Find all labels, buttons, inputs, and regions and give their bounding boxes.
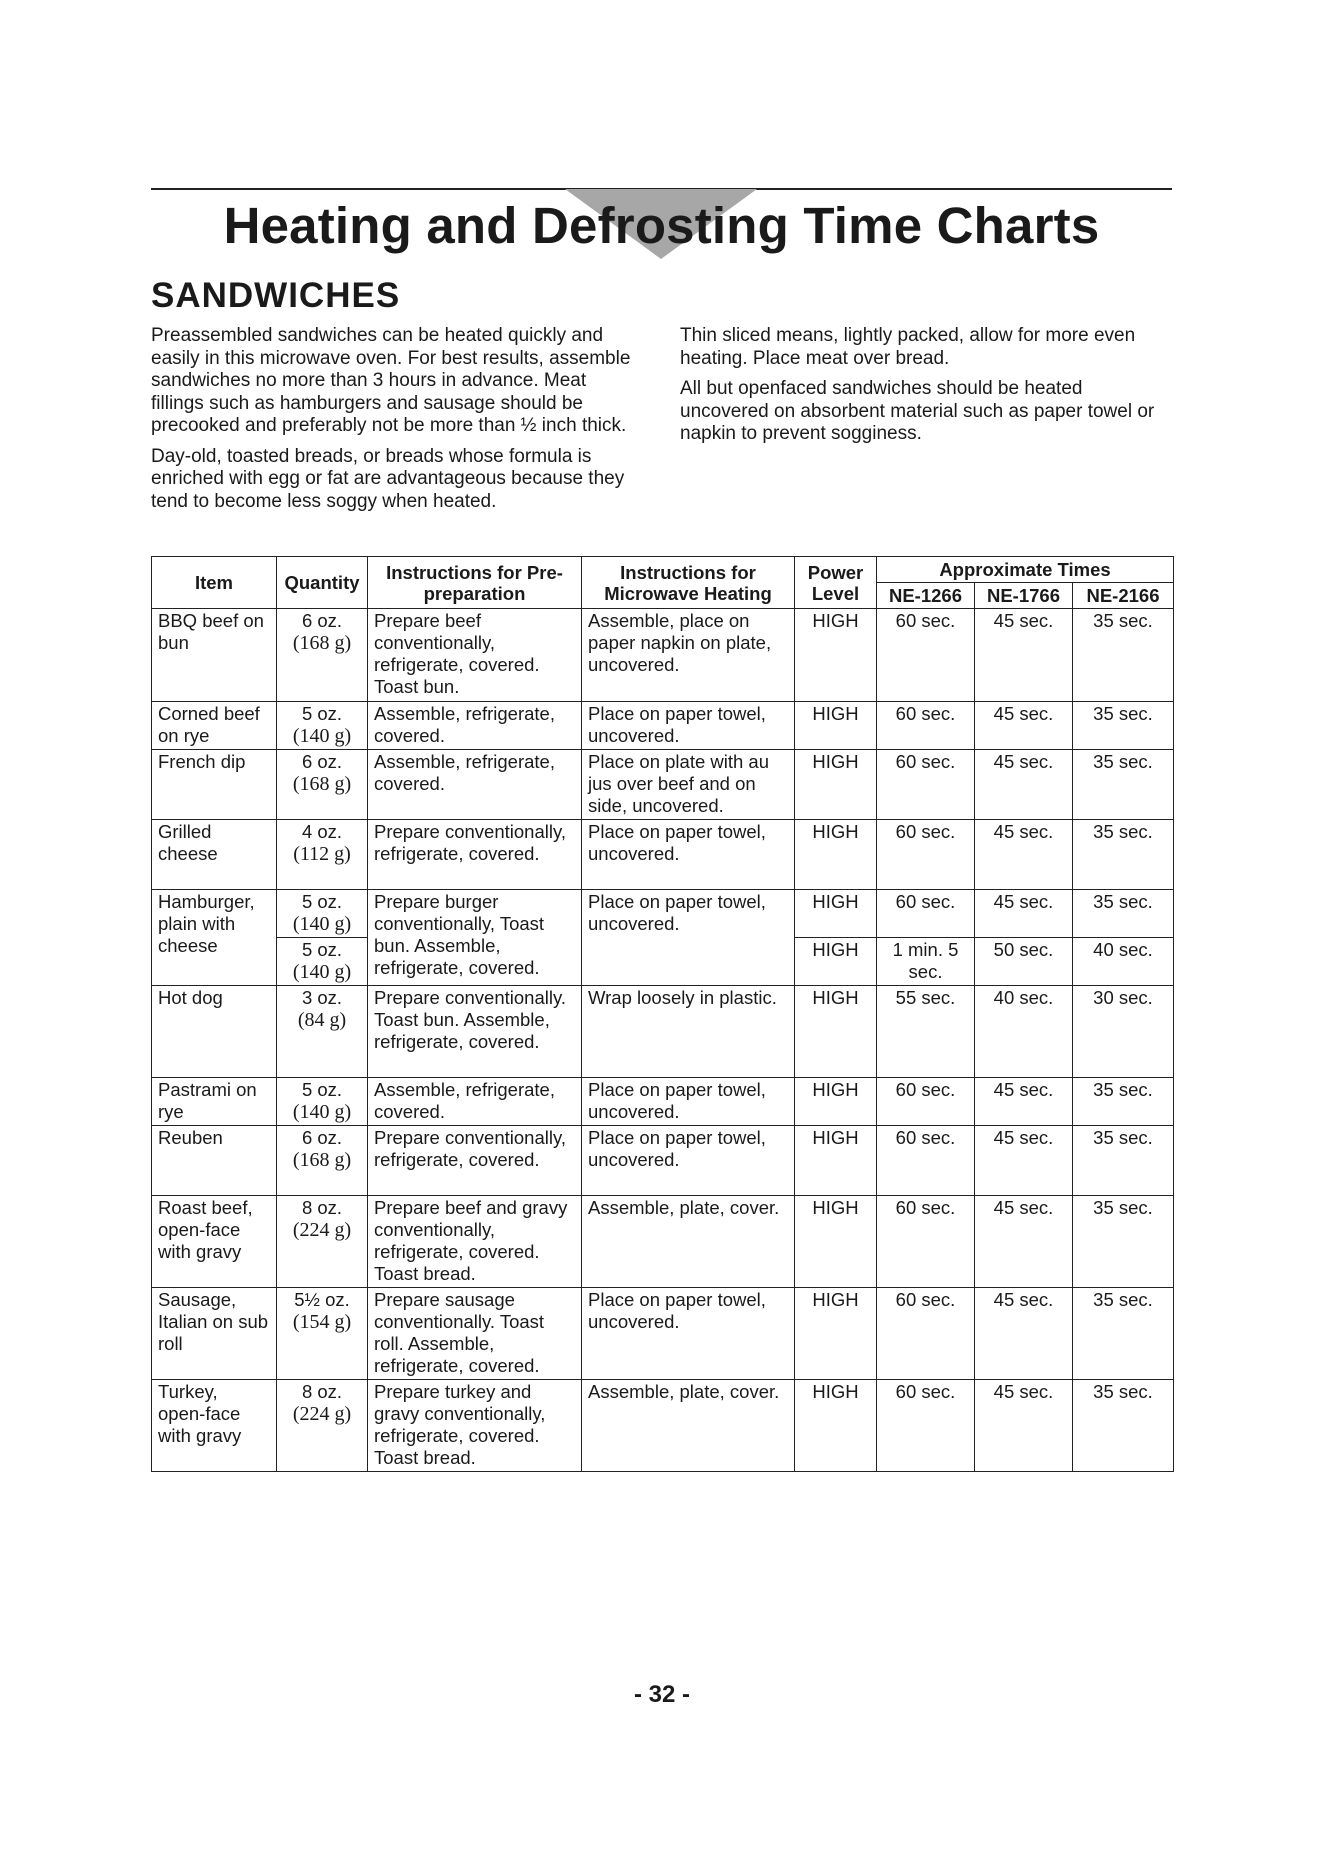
power-cell: HIGH [795,890,877,938]
quantity-cell [277,820,368,890]
header-quantity: Quantity [277,557,368,609]
quantity-cell [277,938,368,986]
item-cell: Grilled cheese [152,820,277,890]
quantity-cell [277,890,368,938]
item-cell: Sausage, Italian on sub roll [152,1288,277,1380]
time-cell: 1 min. 5 sec. [877,938,975,986]
time-cell: 60 sec. [877,890,975,938]
prep-cell: Prepare burger conventionally, Toast bun. Assemble, refrigerate, covered. [368,890,582,986]
quantity-oz: 6 oz. [301,751,343,772]
table-row [152,750,1174,820]
time-cell: 60 sec. [877,702,975,750]
power-cell: HIGH [795,702,877,750]
quantity-oz: 5 oz. [301,1079,343,1100]
quantity-cell [277,986,368,1078]
quantity-grams: (84 g) [297,1009,347,1031]
time-cell: 35 sec. [1073,702,1174,750]
microwave-cell: Assemble, place on paper napkin on plate, uncovered. [582,609,795,702]
microwave-cell: Wrap loosely in plastic. [582,986,795,1078]
intro-paragraph: Day-old, toasted breads, or breads whose formula is enriched with egg or fat are advantageous because they tend to become less soggy when heated. [151,445,625,512]
quantity-cell [277,609,368,702]
item-cell: Hot dog [152,986,277,1078]
prep-cell: Assemble, refrigerate, covered. [368,702,582,750]
header-prep: Instructions for Pre-preparation [368,557,582,609]
quantity-cell [277,1380,368,1472]
microwave-cell: Place on paper towel, uncovered. [582,1288,795,1380]
time-cell: 60 sec. [877,609,975,702]
quantity-cell [277,1288,368,1380]
item-cell: BBQ beef on bun [152,609,277,702]
power-cell: HIGH [795,1078,877,1126]
time-cell: 45 sec. [975,1078,1073,1126]
prep-cell: Prepare conventionally. Toast bun. Assemble, refrigerate, covered. [368,986,582,1078]
microwave-cell: Place on paper towel, uncovered. [582,820,795,890]
microwave-cell: Place on paper towel, uncovered. [582,1126,795,1196]
prep-cell: Assemble, refrigerate, covered. [368,1078,582,1126]
quantity-oz: 3 oz. [301,987,343,1008]
quantity-grams: (168 g) [292,773,352,795]
time-cell: 45 sec. [975,702,1073,750]
power-cell: HIGH [795,1196,877,1288]
intro-left-column [151,325,636,521]
time-cell: 45 sec. [975,1288,1073,1380]
quantity-grams: (224 g) [292,1403,352,1425]
prep-cell: Prepare sausage conventionally. Toast roll. Assemble, refrigerate, covered. [368,1288,582,1380]
quantity-cell [277,750,368,820]
table-row [152,890,1174,938]
time-cell: 35 sec. [1073,750,1174,820]
item-cell: Reuben [152,1126,277,1196]
microwave-cell: Place on paper towel, uncovered. [582,1078,795,1126]
table-row [152,1288,1174,1380]
microwave-cell: Place on plate with au jus over beef and on side, uncovered. [582,750,795,820]
intro-right-column [680,325,1175,454]
time-cell: 60 sec. [877,1126,975,1196]
table-row [152,702,1174,750]
time-cell: 45 sec. [975,1126,1073,1196]
quantity-grams: (140 g) [292,1101,352,1123]
time-cell: 60 sec. [877,820,975,890]
quantity-oz: 6 oz. [301,610,343,631]
power-cell: HIGH [795,938,877,986]
table-row [152,1380,1174,1472]
quantity-cell [277,1126,368,1196]
quantity-oz: 5½ oz. [294,1289,350,1310]
power-cell: HIGH [795,986,877,1078]
prep-cell: Assemble, refrigerate, covered. [368,750,582,820]
power-cell: HIGH [795,1380,877,1472]
prep-cell: Prepare conventionally, refrigerate, covered. [368,820,582,890]
item-cell: Turkey, open-face with gravy [152,1380,277,1472]
time-cell: 35 sec. [1073,609,1174,702]
time-cell: 45 sec. [975,1196,1073,1288]
time-cell: 60 sec. [877,1196,975,1288]
table-row [152,986,1174,1078]
table-row [152,1196,1174,1288]
quantity-grams: (224 g) [292,1219,352,1241]
time-cell: 30 sec. [1073,986,1174,1078]
quantity-oz: 8 oz. [301,1381,343,1402]
table-row [152,1126,1174,1196]
quantity-grams: (112 g) [293,843,351,865]
quantity-cell [277,1196,368,1288]
time-cell: 35 sec. [1073,1288,1174,1380]
time-cell: 45 sec. [975,820,1073,890]
header-item: Item [152,557,277,609]
item-cell: French dip [152,750,277,820]
item-cell: Roast beef, open-face with gravy [152,1196,277,1288]
quantity-grams: (140 g) [292,961,352,983]
quantity-grams: (154 g) [292,1311,352,1333]
prep-cell: Prepare beef conventionally, refrigerate, covered. Toast bun. [368,609,582,702]
microwave-cell: Place on paper towel, uncovered. [582,890,795,986]
time-cell: 40 sec. [1073,938,1174,986]
prep-cell: Prepare turkey and gravy conventionally, refrigerate, covered. Toast bread. [368,1380,582,1472]
time-cell: 45 sec. [975,609,1073,702]
quantity-grams: (140 g) [292,725,352,747]
power-cell: HIGH [795,609,877,702]
header-model: NE-1266 [877,583,975,609]
prep-cell: Prepare conventionally, refrigerate, covered. [368,1126,582,1196]
quantity-oz: 5 oz. [301,891,343,912]
time-cell: 60 sec. [877,1288,975,1380]
time-cell: 45 sec. [975,1380,1073,1472]
microwave-cell: Place on paper towel, uncovered. [582,702,795,750]
header-power: Power Level [795,557,877,609]
time-cell: 35 sec. [1073,1126,1174,1196]
quantity-oz: 5 oz. [301,703,343,724]
time-cell: 35 sec. [1073,1078,1174,1126]
time-cell: 35 sec. [1073,1380,1174,1472]
item-cell: Pastrami on rye [152,1078,277,1126]
section-title: SANDWICHES [151,276,401,315]
time-cell: 35 sec. [1073,1196,1174,1288]
time-cell: 35 sec. [1073,820,1174,890]
microwave-cell: Assemble, plate, cover. [582,1196,795,1288]
quantity-oz: 6 oz. [301,1127,343,1148]
power-cell: HIGH [795,820,877,890]
quantity-cell [277,702,368,750]
time-cell: 60 sec. [877,1078,975,1126]
quantity-grams: (168 g) [292,1149,352,1171]
power-cell: HIGH [795,750,877,820]
intro-paragraph: All but openfaced sandwiches should be heated uncovered on absorbent material such as paper towel or napkin to prevent sogginess. [680,378,1155,444]
prep-cell: Prepare beef and gravy conventionally, refrigerate, covered. Toast bread. [368,1196,582,1288]
intro-paragraph: Preassembled sandwiches can be heated quickly and easily in this microwave oven. For best results, assemble sandwiches no more than 3 hours in advance. Meat fillings such as hamburgers and sausage should be precooked and preferably not be more than ½ inch thick. [151,325,631,436]
header-model: NE-1766 [975,583,1073,609]
item-cell: Corned beef on rye [152,702,277,750]
power-cell: HIGH [795,1288,877,1380]
page-title: Heating and Defrosting Time Charts [223,197,1100,254]
header-microwave: Instructions for Microwave Heating [582,557,795,609]
quantity-oz: 5 oz. [301,939,343,960]
table-row [152,609,1174,702]
page-number: - 32 - [633,1681,690,1708]
time-cell: 45 sec. [975,750,1073,820]
quantity-grams: (140 g) [292,913,352,935]
quantity-cell [277,1078,368,1126]
header-approx-times: Approximate Times [877,557,1174,583]
time-cell: 45 sec. [975,890,1073,938]
time-cell: 40 sec. [975,986,1073,1078]
intro-paragraph: Thin sliced means, lightly packed, allow for more even heating. Place meat over bread. [680,325,1136,369]
microwave-cell: Assemble, plate, cover. [582,1380,795,1472]
time-cell: 55 sec. [877,986,975,1078]
header-model: NE-2166 [1073,583,1174,609]
table-row [152,820,1174,890]
quantity-oz: 8 oz. [301,1197,343,1218]
quantity-oz: 4 oz. [301,821,343,842]
time-cell: 60 sec. [877,1380,975,1472]
time-cell: 35 sec. [1073,890,1174,938]
table-row [152,1078,1174,1126]
chart-body [152,609,1174,1472]
time-cell: 60 sec. [877,750,975,820]
quantity-grams: (168 g) [292,632,352,654]
power-cell: HIGH [795,1126,877,1196]
time-cell: 50 sec. [975,938,1073,986]
item-cell: Hamburger, plain with cheese [152,890,277,986]
sandwich-time-chart [151,556,1174,1472]
